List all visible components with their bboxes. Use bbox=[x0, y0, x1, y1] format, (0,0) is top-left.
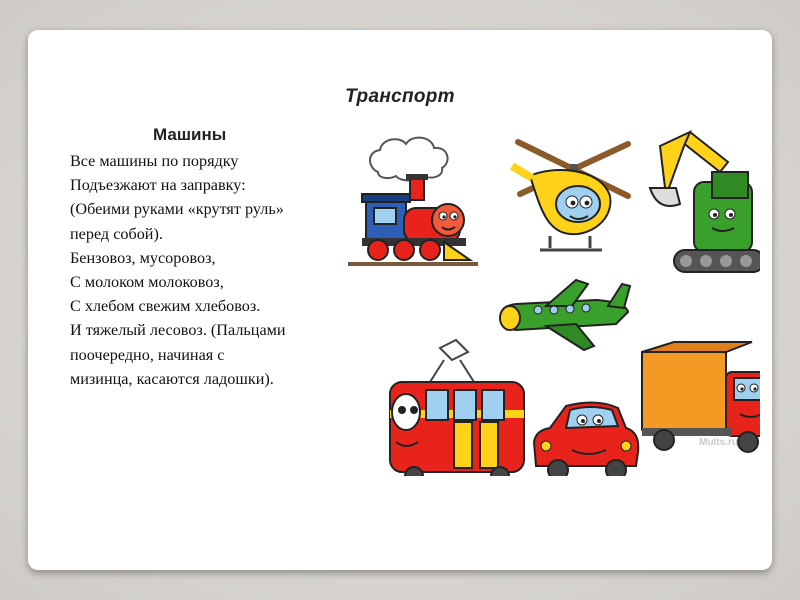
excavator-icon bbox=[650, 132, 760, 272]
transport-illustration bbox=[340, 126, 760, 476]
poem-line: Бензовоз, мусоровоз, bbox=[70, 248, 216, 267]
poem-line: И тяжелый лесовоз. (Пальцами bbox=[70, 321, 286, 340]
poem-line: Все машины по порядку bbox=[70, 152, 239, 170]
train-icon bbox=[348, 138, 478, 264]
poem-subtitle: Машины bbox=[153, 125, 227, 144]
airplane-icon bbox=[500, 280, 630, 350]
tram-icon bbox=[370, 340, 550, 476]
helicopter-icon bbox=[512, 142, 628, 250]
poem-line: Подъезжают на заправку: bbox=[70, 176, 246, 195]
slide-title: Транспорт bbox=[345, 86, 455, 107]
poem-text bbox=[70, 149, 350, 391]
poem-line: С молоком молоковоз, bbox=[70, 273, 224, 292]
truck-icon bbox=[642, 342, 760, 452]
poem-line: мизинца, касаются ладошки). bbox=[70, 369, 274, 388]
poem-line: С хлебом свежим хлебовоз. bbox=[70, 297, 261, 316]
poem-line: (Обеими руками «крутят руль» bbox=[70, 200, 284, 219]
slide bbox=[28, 30, 772, 570]
car-icon bbox=[534, 402, 638, 476]
watermark: Mults.ru bbox=[699, 437, 738, 448]
poem-line: перед собой). bbox=[70, 224, 163, 243]
poem-line: поочередно, начиная с bbox=[70, 345, 225, 364]
